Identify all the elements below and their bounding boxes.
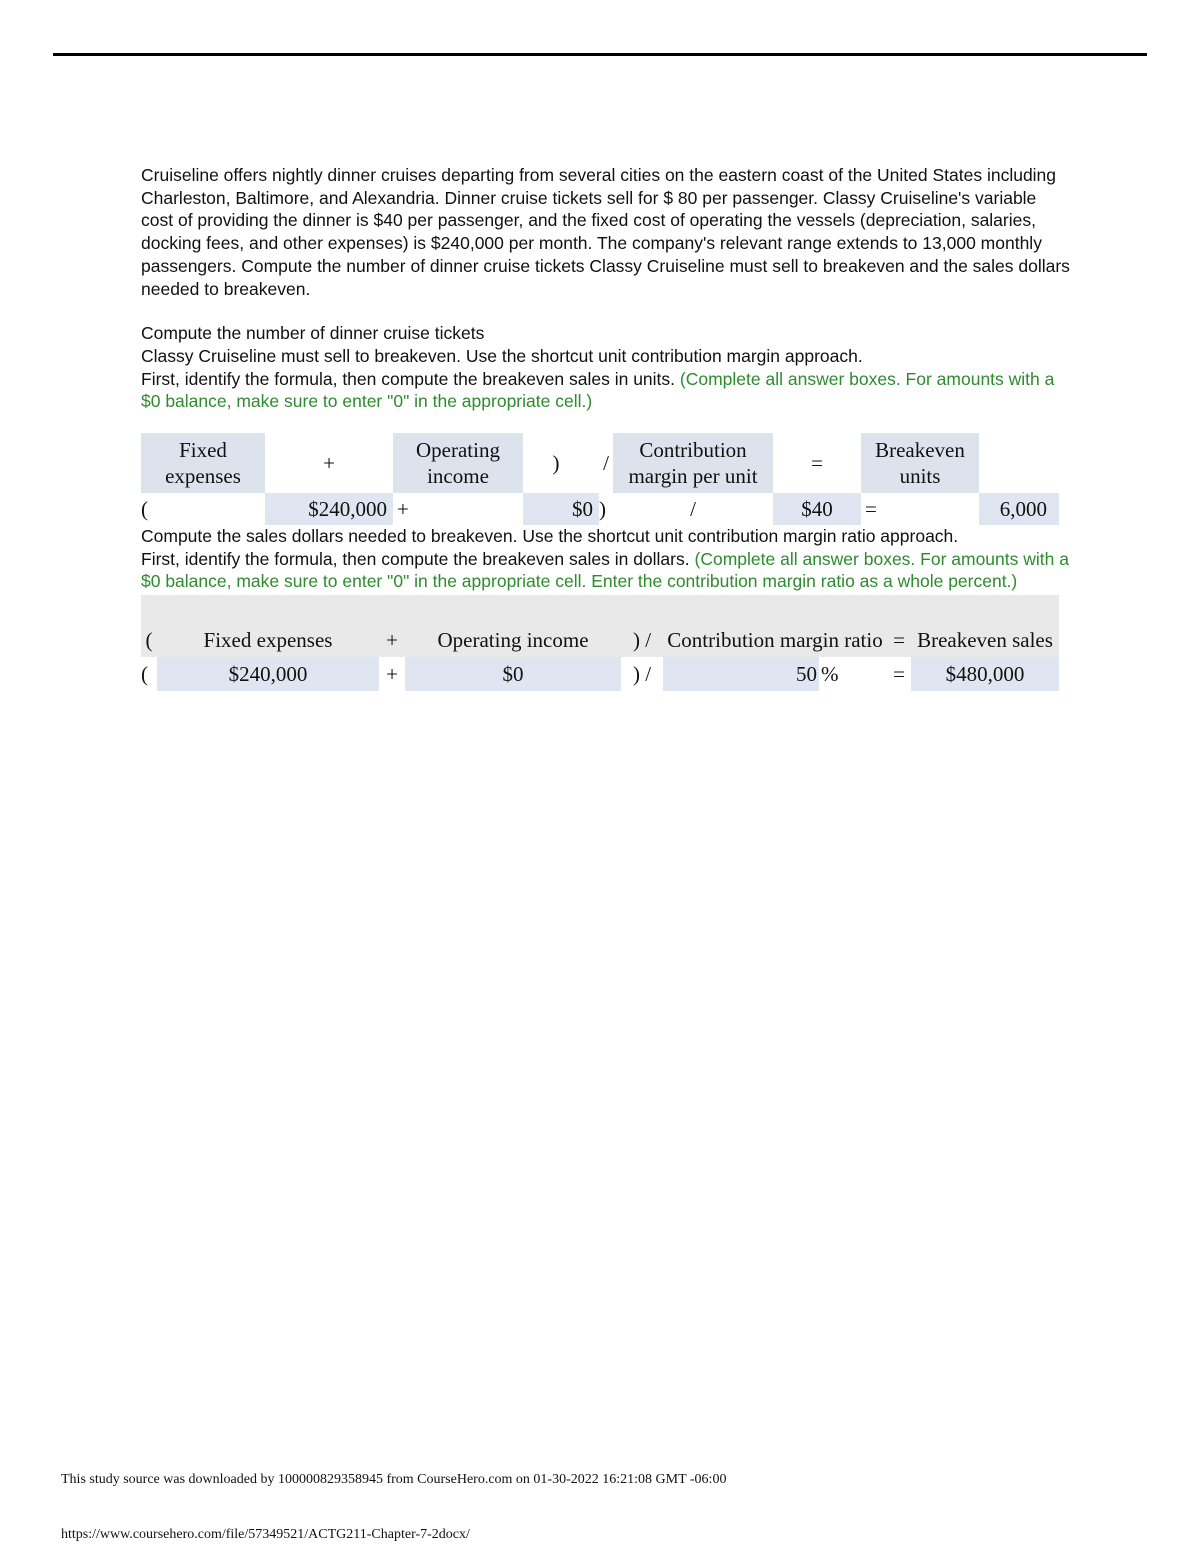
header-equals: = (811, 451, 823, 476)
value2-close-divide: ) / (632, 661, 652, 686)
operating-income-input[interactable]: $0 (523, 493, 599, 525)
part2-instructions (141, 548, 1071, 593)
value-open-paren: ( (141, 496, 148, 521)
part1-line1: Compute the number of dinner cruise tickets (141, 323, 485, 344)
part1-line2: Classy Cruiseline must sell to breakeven. Use the shortcut unit contribution margin approach. (141, 345, 863, 366)
contribution-margin-per-unit-input[interactable]: $40 (773, 493, 861, 525)
value-close-paren: ) (599, 496, 606, 521)
part1-instructions (141, 368, 1071, 413)
sales-formula-value-row (141, 657, 1059, 691)
header-contribution-margin-per-unit: Contribution margin per unit (613, 433, 773, 493)
sales-formula-header-row (141, 595, 1059, 657)
value2-open-paren: ( (141, 661, 148, 686)
breakeven-sales-input[interactable]: $480,000 (911, 657, 1059, 691)
source-url-link[interactable]: https://www.coursehero.com/file/57349521/ACTG211-Chapter-7-2docx/ (61, 1527, 470, 1542)
header-divide: / (603, 451, 609, 476)
header2-fixed-expenses: Fixed expenses (157, 595, 379, 657)
page-top-rule (53, 53, 1147, 56)
header-plus: + (323, 451, 335, 476)
header2-breakeven-sales: Breakeven sales (911, 595, 1059, 657)
problem-intro: Cruiseline offers nightly dinner cruises departing from several cities on the eastern coast of the United States including Charleston, Baltimore, and Alexandria. Dinner cruise tickets sell for $ 80 per passenger. Classy Cruiseline's variable cost of providing the dinner is $40 per passenger, and the fixed cost of operating the vessels (depreciation, salaries, docking fees, and other expenses) is $240,000 per month. The company's relevant range extends to 13,000 monthly passengers. Compute the number of dinner cruise tickets Classy Cruiseline must sell to breakeven and the sales dollars needed to breakeven. (141, 165, 1070, 299)
value-divide: / (690, 496, 696, 521)
header-operating-income: Operating income (393, 433, 523, 493)
part2-note: (Complete all answer boxes. For amounts with a $0 balance, make sure to enter "0" in the appropriate cell. Enter the contribution margin ratio as a whole percent.) (141, 548, 1069, 592)
fixed-expenses-input[interactable]: $240,000 (265, 493, 393, 525)
contribution-margin-ratio-input[interactable]: 50 (663, 657, 819, 691)
header-fixed-expenses: Fixed expenses (141, 433, 265, 493)
breakeven-units-input[interactable]: 6,000 (979, 493, 1059, 525)
part1-line3: First, identify the formula, then compute the breakeven sales in units. (141, 368, 676, 389)
breakeven-sales-formula-table (141, 595, 1059, 691)
header2-operating-income: Operating income (405, 595, 621, 657)
part2-line1: Compute the sales dollars needed to breakeven. Use the shortcut unit contribution margin ratio approach. (141, 526, 959, 547)
value-plus: + (397, 496, 409, 521)
part1-note: (Complete all answer boxes. For amounts with a $0 balance, make sure to enter "0" in the appropriate cell.) (141, 368, 1055, 412)
header2-open-paren: ( (141, 595, 157, 657)
fixed-expenses-input-2[interactable]: $240,000 (157, 657, 379, 691)
breakeven-units-formula-table (141, 433, 1059, 525)
operating-income-input-2[interactable]: $0 (405, 657, 621, 691)
header2-contribution-margin-ratio: Contribution margin ratio (663, 595, 887, 657)
units-formula-header-row (141, 433, 1059, 493)
download-note: This study source was downloaded by 100000829358945 from CourseHero.com on 01-30-2022 16:21:08 GMT -06:00 (61, 1472, 727, 1487)
header-close-paren: ) (552, 451, 560, 476)
value2-equals: = (893, 661, 905, 686)
units-formula-value-row (141, 493, 1059, 525)
document-content (141, 164, 1071, 691)
header-breakeven-units: Breakeven units (861, 433, 979, 493)
header2-equals: = (887, 595, 911, 657)
header2-close-divide: ) / (621, 595, 663, 657)
header2-plus: + (379, 595, 405, 657)
value-equals: = (865, 496, 877, 521)
value2-plus: + (386, 661, 398, 686)
percent-sign: % (821, 661, 839, 686)
part2-line2: First, identify the formula, then compute the breakeven sales in dollars. (141, 548, 690, 569)
